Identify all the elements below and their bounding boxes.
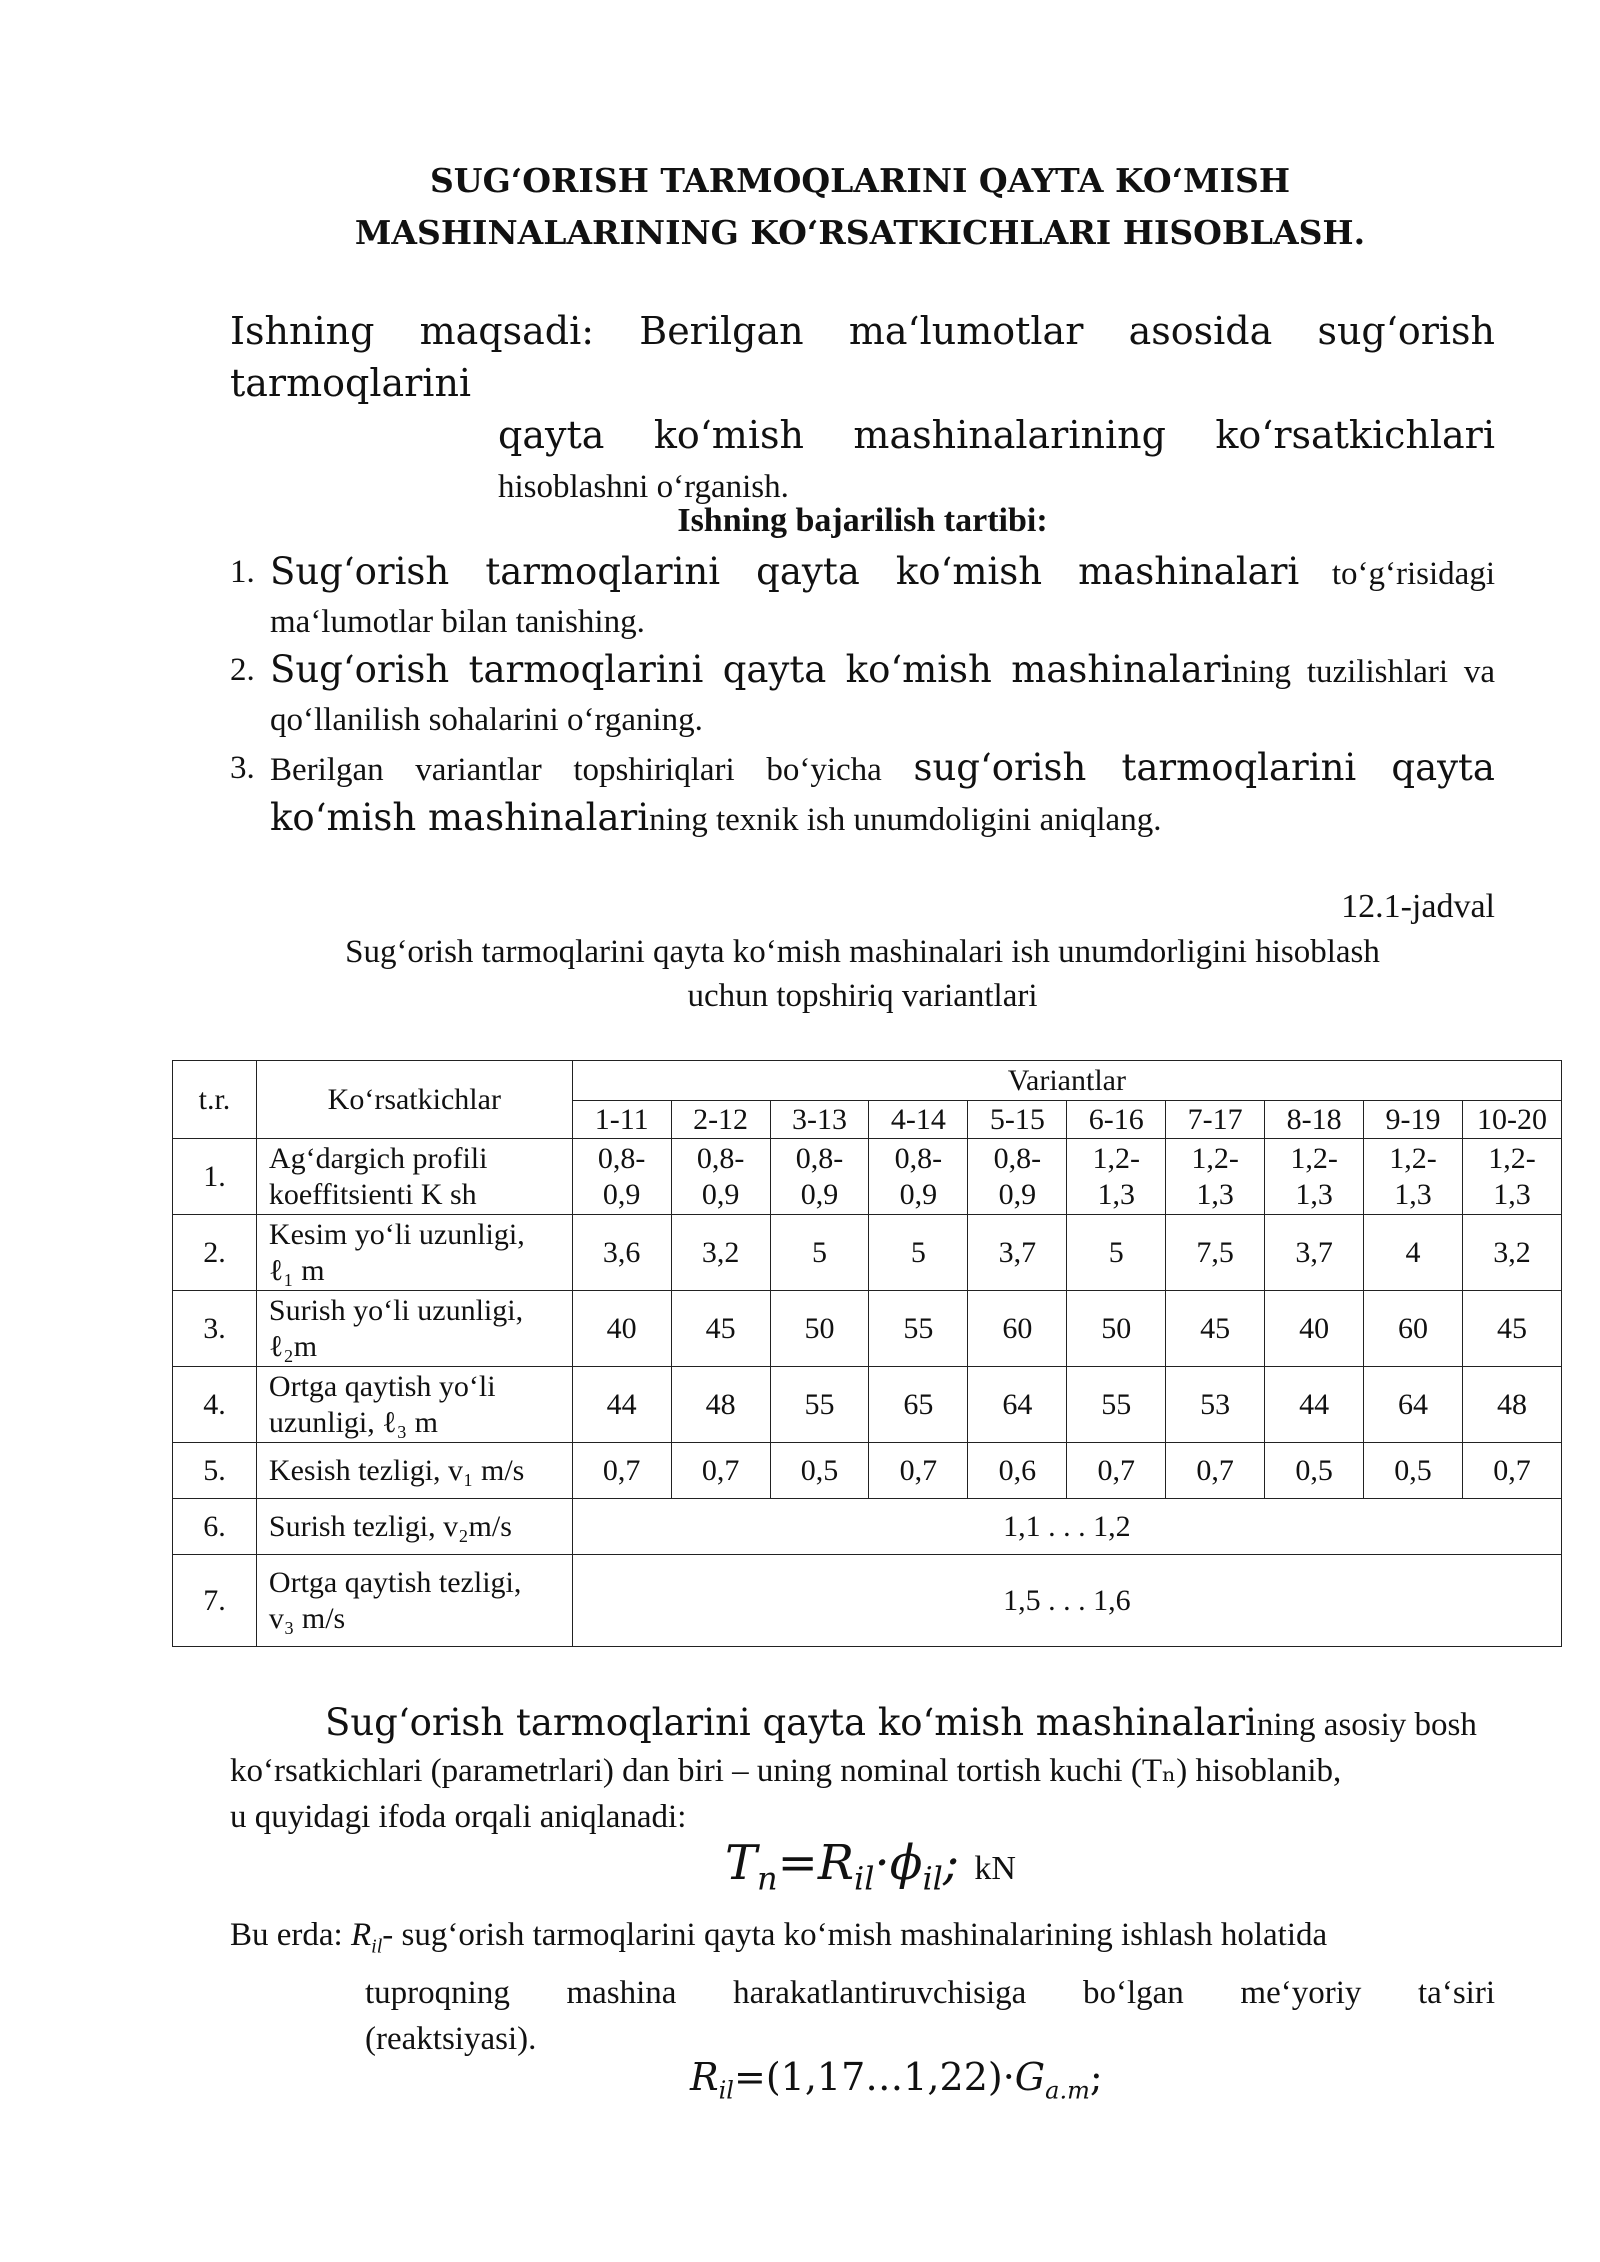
variant-value: 48 [671,1367,770,1443]
table-row [173,1555,1562,1647]
row-number: 6. [173,1499,257,1555]
row-label-line-1: Ag‘dargich profili [268,1141,488,1175]
variant-value: 3,2 [1462,1215,1561,1291]
step-number: 1. [230,554,255,590]
header-tr: t.r. [173,1061,257,1139]
row-label [256,1443,572,1499]
variant-value: 0,5 [1364,1443,1463,1499]
steps-list [230,548,1495,844]
variant-header: 4-14 [869,1101,968,1139]
variant-value: 60 [1364,1291,1463,1367]
title-line-2: MASHINALARINING KO‘RSATKICHLARI HISOBLASH. [354,213,1366,252]
body-paragraph [230,1700,1495,1840]
step-text-line-2: ning texnik ish unumdoligini aniqlang. [649,802,1162,838]
variant-value: 1,2- 1,3 [1462,1139,1561,1215]
row-label-line-2: koeffitsienti K sh [268,1177,477,1211]
variant-value: 44 [572,1367,671,1443]
variant-value: 3,2 [671,1215,770,1291]
formula-nominal-force [725,1835,1016,1898]
variant-value: 0,8- 0,9 [572,1139,671,1215]
variant-value: 3,7 [968,1215,1067,1291]
row-label-line-1: Kesim yo‘li uzunligi, [268,1217,525,1251]
goal-line-1: Ishning maqsadi: Berilgan ma‘lumotlar asosida sug‘orish tarmoqlarini [230,309,1495,405]
table-row [173,1139,1562,1215]
variant-value: 60 [968,1291,1067,1367]
row-label [256,1291,572,1367]
variant-value: 45 [671,1291,770,1367]
variant-value: 0,7 [1166,1443,1265,1499]
formula-sub: n [757,1859,778,1898]
row-label-line-2: ℓ₂m [268,1329,318,1363]
table-row [173,1215,1562,1291]
variant-value: 64 [968,1367,1067,1443]
variant-value: 0,7 [671,1443,770,1499]
row-label-line-2: ℓ₁ m [268,1253,325,1287]
variant-value: 0,8- 0,9 [869,1139,968,1215]
variant-value: 50 [1067,1291,1166,1367]
variant-value: 65 [869,1367,968,1443]
variant-value: 0,5 [1265,1443,1364,1499]
header-label: Ko‘rsatkichlar [256,1061,572,1139]
steps-heading: Ishning bajarilish tartibi: [677,502,1048,539]
variant-value: 0,7 [1067,1443,1166,1499]
row-label-line-2: v₃ m/s [268,1601,346,1635]
step-item [230,744,1495,844]
step-text-emphasis-2: ko‘mish mashinalari [270,796,650,839]
step-text: to‘g‘risidagi [1299,556,1495,592]
formula-reaction [690,2055,1103,2105]
variant-value: 45 [1166,1291,1265,1367]
variant-value: 1,2- 1,3 [1067,1139,1166,1215]
row-number: 7. [173,1555,257,1647]
formula-symbol: R [690,2055,719,2099]
table-reference: 12.1-jadval [1341,888,1495,925]
variant-value: 40 [1265,1291,1364,1367]
para-emphasis: Sug‘orish tarmoqlarini qayta ko‘mish mashinalari [325,1701,1257,1744]
page-title [230,155,1490,259]
variant-value: 0,6 [968,1443,1067,1499]
variant-header: 1-11 [572,1101,671,1139]
step-number: 2. [230,652,255,688]
step-item [230,548,1495,646]
step-text-emphasis: Sug‘orish tarmoqlarini qayta ko‘mish mashinalari [270,550,1300,593]
step-text-line-2: qo‘llanilish sohalarini o‘rganing. [270,702,703,738]
row-label-line-1: Ortga qaytish yo‘li [268,1369,496,1403]
para-line-3: u quyidagi ifoda orqali aniqlanadi: [230,1799,687,1835]
row-label [256,1367,572,1443]
variant-value: 44 [1265,1367,1364,1443]
table-row [173,1443,1562,1499]
def-var: R [350,1917,372,1953]
variant-value: 53 [1166,1367,1265,1443]
variants-table [172,1060,1562,1647]
step-text-emphasis: sug‘orish tarmoqlarini qayta [913,746,1495,789]
row-label-line-1: Ortga qaytish tezligi, [268,1565,522,1599]
variant-value: 1,2- 1,3 [1265,1139,1364,1215]
formula-symbol: ·ϕ [874,1835,923,1891]
variant-header: 8-18 [1265,1101,1364,1139]
variant-value: 0,8- 0,9 [968,1139,1067,1215]
formula-symbol: T [725,1835,758,1891]
formula-symbol: =R [777,1835,854,1891]
row-number: 2. [173,1215,257,1291]
row-number: 1. [173,1139,257,1215]
table-caption [230,930,1495,1018]
variant-value: 64 [1364,1367,1463,1443]
variant-value: 0,8- 0,9 [770,1139,869,1215]
row-label [256,1139,572,1215]
caption-line-2: uchun topshiriq variantlari [687,978,1038,1014]
step-text-line-2: ma‘lumotlar bilan tanishing. [270,604,645,640]
def-var-sub: il [371,1935,383,1958]
para-text: ning asosiy bosh [1256,1707,1477,1743]
row-label: Surish tezligi, v₂m/s [256,1499,572,1555]
formula-sub: il [718,2076,734,2105]
variant-value: 0,7 [572,1443,671,1499]
step-text: ning tuzilishlari va [1232,654,1495,690]
row-label [256,1555,572,1647]
variant-header: 2-12 [671,1101,770,1139]
formula-symbol: ; [942,1835,960,1891]
variant-value: 1,2- 1,3 [1166,1139,1265,1215]
variant-value: 4 [1364,1215,1463,1291]
variant-value: 3,6 [572,1215,671,1291]
step-text-emphasis: Sug‘orish tarmoqlarini qayta ko‘mish mashinalari [270,648,1233,691]
variant-header: 9-19 [1364,1101,1463,1139]
variant-value: 5 [1067,1215,1166,1291]
variant-value: 1,2- 1,3 [1364,1139,1463,1215]
variant-header: 7-17 [1166,1101,1265,1139]
variant-header: 6-16 [1067,1101,1166,1139]
row-label-line-2: uzunligi, ℓ₃ m [268,1405,438,1439]
variant-value: 45 [1462,1291,1561,1367]
def-prefix: Bu erda: [230,1917,351,1953]
variant-header: 3-13 [770,1101,869,1139]
row-range-value: 1,5 . . . 1,6 [572,1555,1561,1647]
formula-sub: a.m [1045,2076,1090,2105]
goal-line-3: hisoblashni o‘rganish. [498,469,789,505]
variant-value: 0,5 [770,1443,869,1499]
step-text: Berilgan variantlar topshiriqlari bo‘yicha [270,752,914,788]
def-line-2: tuproqning mashina harakatlantiruvchisiga bo‘lgan me‘yoriy ta‘siri [365,1974,1495,2011]
table-row [173,1291,1562,1367]
definition-paragraph [230,1912,1495,2062]
row-range-value: 1,1 . . . 1,2 [572,1499,1561,1555]
table-row [173,1367,1562,1443]
row-number: 4. [173,1367,257,1443]
variant-value: 50 [770,1291,869,1367]
variant-value: 5 [869,1215,968,1291]
formula-unit: kN [974,1850,1016,1887]
variant-value: 40 [572,1291,671,1367]
variant-value: 7,5 [1166,1215,1265,1291]
variant-value: 55 [770,1367,869,1443]
variant-value: 3,7 [1265,1215,1364,1291]
def-line-1: - sug‘orish tarmoqlarini qayta ko‘mish mashinalarining ishlash holatida [382,1917,1328,1953]
header-variants: Variantlar [572,1061,1561,1101]
variant-value: 55 [869,1291,968,1367]
row-label [256,1215,572,1291]
step-number: 3. [230,750,255,786]
variant-value: 5 [770,1215,869,1291]
variant-value: 0,7 [1462,1443,1561,1499]
variant-value: 48 [1462,1367,1561,1443]
variant-header: 5-15 [968,1101,1067,1139]
formula-sub: il [853,1859,875,1898]
row-number: 5. [173,1443,257,1499]
caption-line-1: Sug‘orish tarmoqlarini qayta ko‘mish mashinalari ish unumdorligini hisoblash [345,934,1380,970]
step-item [230,646,1495,744]
table-row [173,1499,1562,1555]
goal-paragraph [230,305,1495,513]
variant-value: 55 [1067,1367,1166,1443]
variant-value: 0,7 [869,1443,968,1499]
formula-sub: il [922,1859,943,1898]
variant-value: 0,8- 0,9 [671,1139,770,1215]
row-label-line-1: Surish yo‘li uzunligi, [268,1293,524,1327]
row-label-line-1: Kesish tezligi, v₁ m/s [268,1453,525,1487]
def-line-3: (reaktsiyasi). [365,2020,537,2057]
row-number: 3. [173,1291,257,1367]
title-line-1: SUG‘ORISH TARMOQLARINI QAYTA KO‘MISH [429,161,1291,200]
para-line-2: ko‘rsatkichlari (parametrlari) dan biri – uning nominal tortish kuchi (Tₙ) hisoblanib, [230,1753,1342,1789]
formula-symbol: ; [1089,2055,1103,2099]
variant-header: 10-20 [1462,1101,1561,1139]
goal-line-2: qayta ko‘mish mashinalarining ko‘rsatkichlari [498,413,1495,457]
formula-body: =(1,17…1,22)· [733,2055,1015,2099]
formula-symbol: G [1014,2055,1046,2099]
table-body [173,1139,1562,1499]
